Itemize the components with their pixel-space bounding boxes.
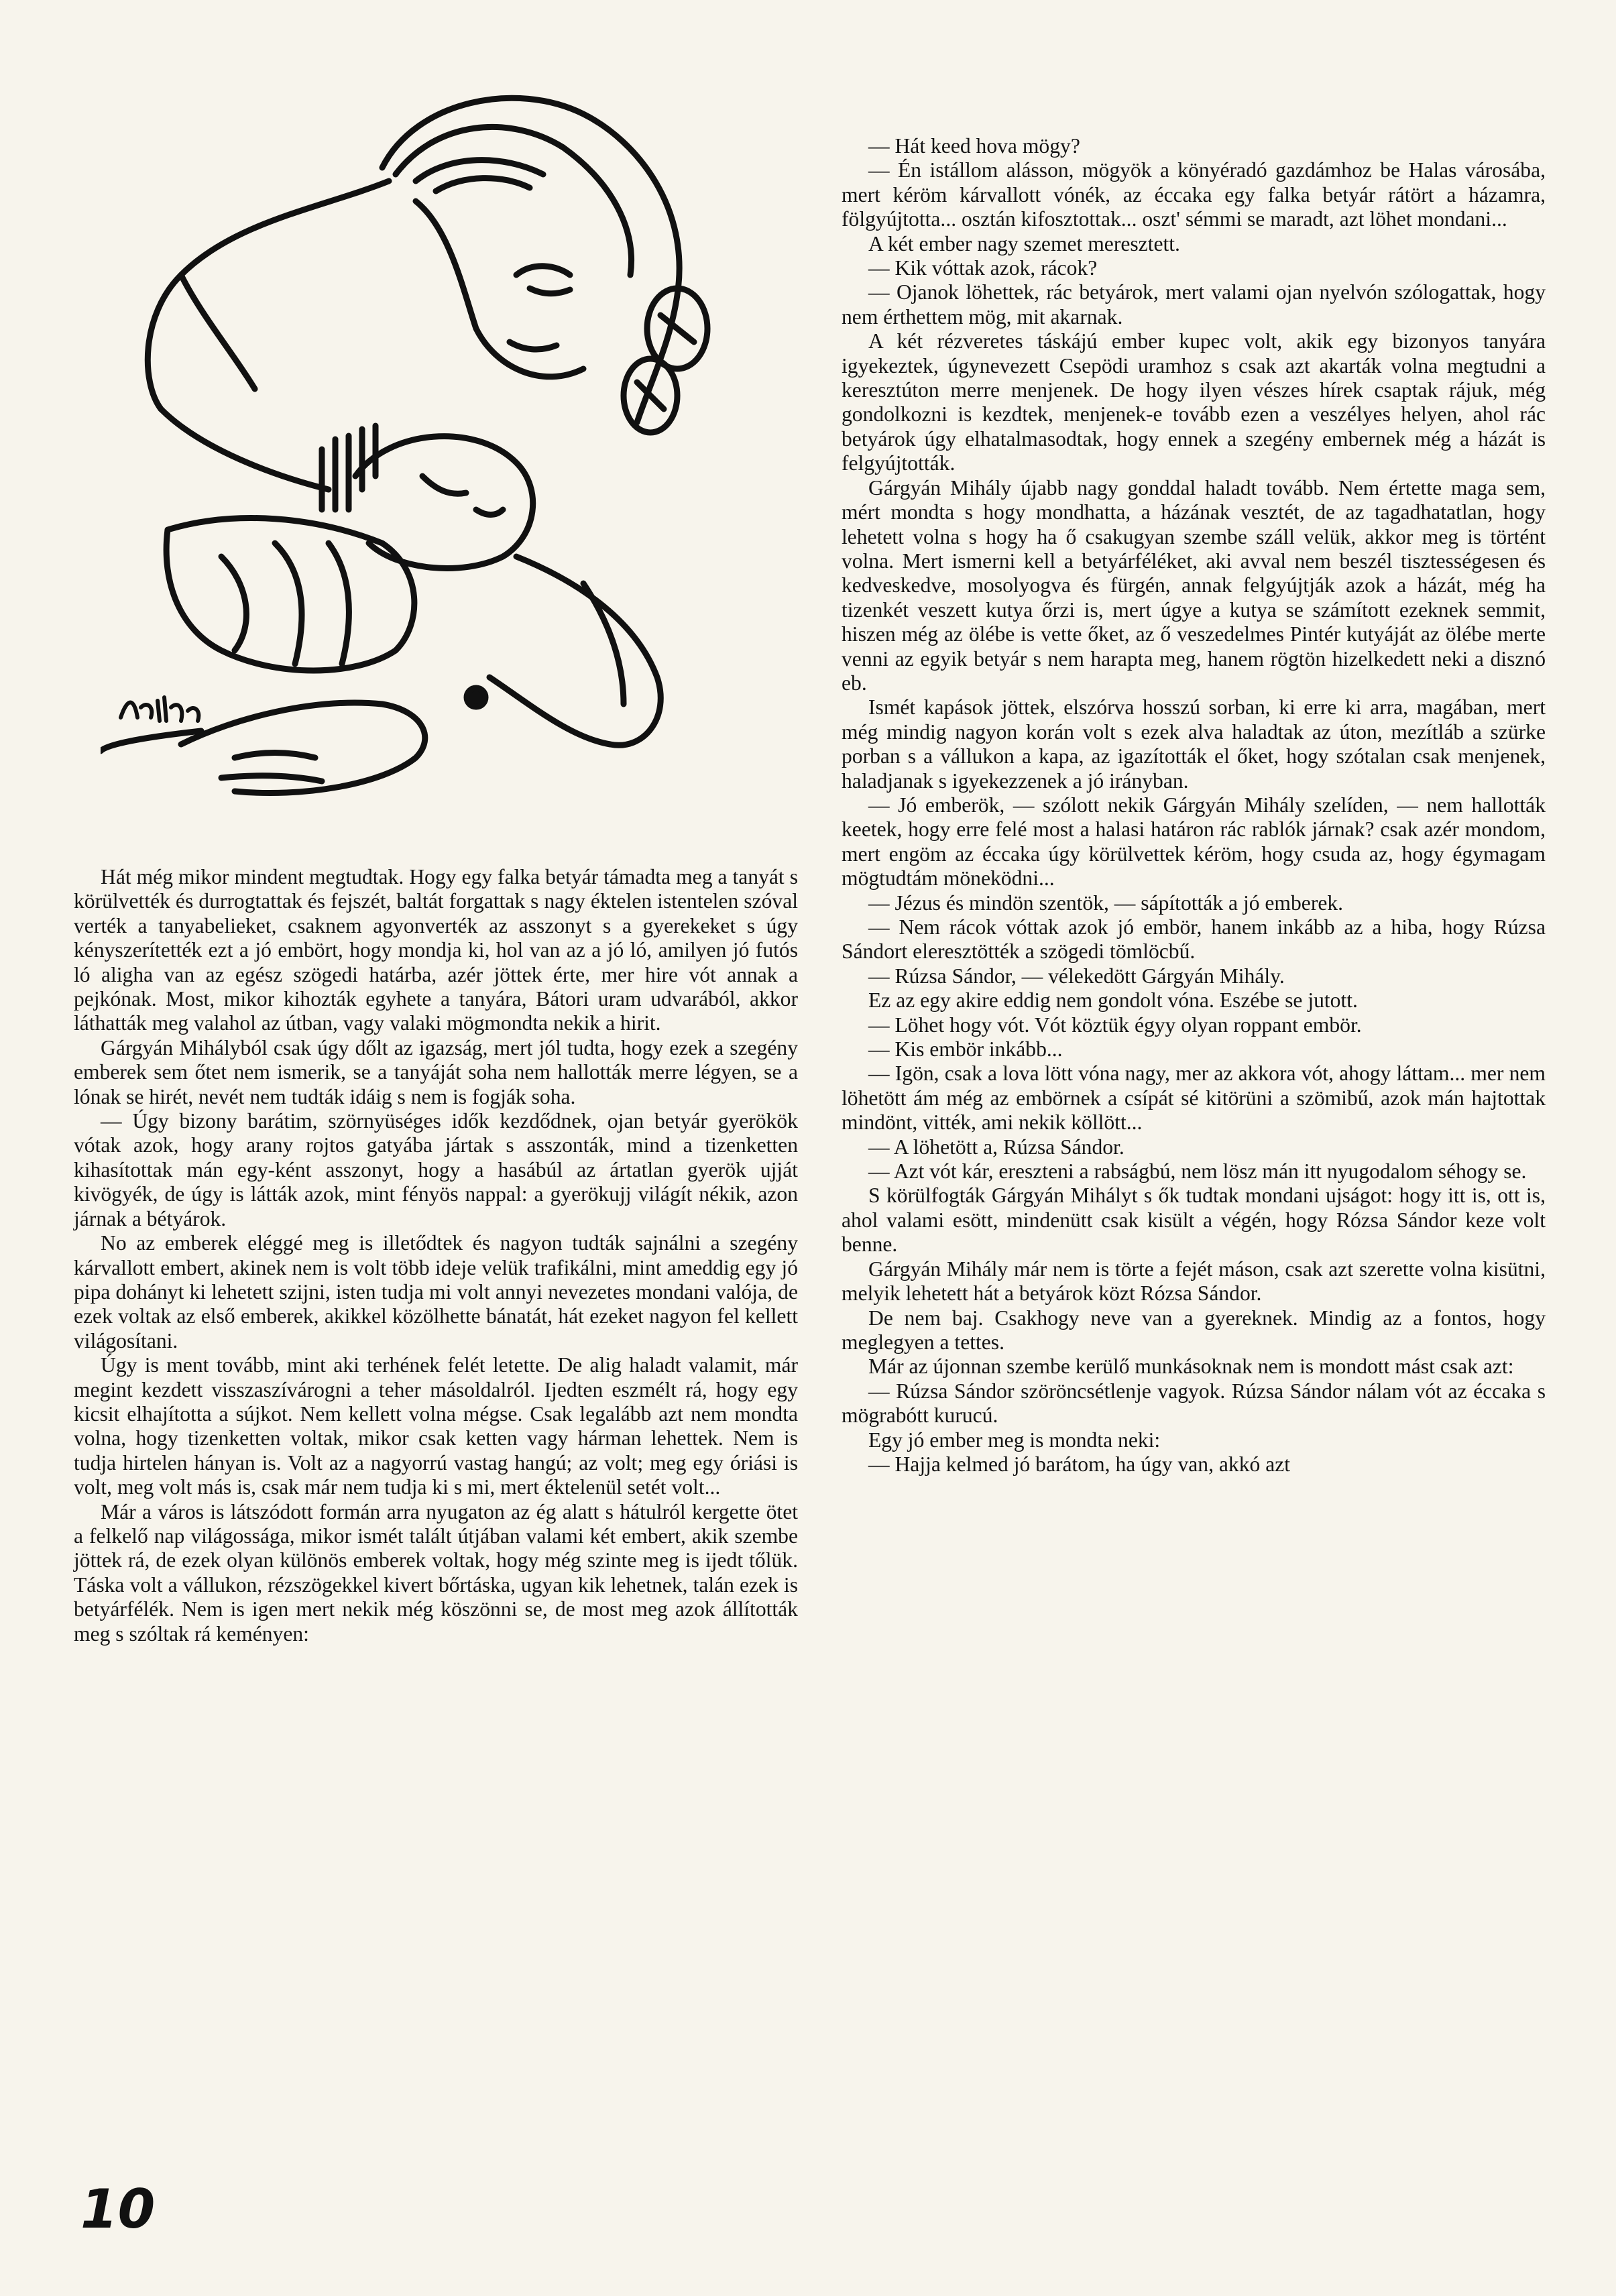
baby-head xyxy=(355,437,533,569)
paragraph: No az emberek eléggé meg is illetődtek és nagyon tudták sajnálni a szegény kárvallott embert, akinek nem is volt több ideje velük trafikálni, mint ameddig egy jó pipa dohányt ki lehetett szijni, isten tudja mi volt annyi nevezetes mondani valója, de ezek voltak az első emberek, akikkel közölhette bánatát, hát ezeket nagyon fel kellett világosítani. xyxy=(74,1231,798,1353)
paragraph: Ez az egy akire eddig nem gondolt vóna. Eszébe se jutott. xyxy=(868,988,1358,1013)
paragraph: Gárgyán Mihályból csak úgy dőlt az igazság, mert jól tudta, hogy ezek a szegény emberek sem őtet nem ismerik, se a tanyáját soha nem hallották merre légyen, se a lónak se hirét, nevét nem tudták idáig s nem is fogják soha. xyxy=(74,1035,798,1108)
paragraph: — Hajja kelmed jó barátom, ha úgy van, akkó azt xyxy=(868,1452,1291,1476)
mother-face-outline xyxy=(416,201,583,377)
paragraph: Gárgyán Mihály már nem is törte a fejét máson, csak azt szerette volna kisütni, melyik lehetett hát a betyárok közt Rózsa Sándor. xyxy=(842,1257,1546,1306)
paragraph: — Hát keed hova mögy? xyxy=(868,134,1080,158)
paragraph: S körülfogták Gárgyán Mihályt s ők tudtak mondani ujságot: hogy itt is, ott is, ahol valami esött, mindenütt csak kisült a végén, hogy Rózsa Sándor keze volt benne. xyxy=(842,1184,1546,1257)
paragraph: De nem baj. Csakhogy neve van a gyereknek. Mindig az a fontos, hogy meglegyen a tettes. xyxy=(842,1306,1546,1354)
paragraph: Úgy is ment tovább, mint aki terhének felét letette. De alig haladt valamit, már megint kezdett visszaszívárogni a teher másoldalról. Ijedten eszmélt rá, hogy egy kicsit elhajította a sújkot. Nem kellett volna mégse. Csak legalább azt nem mondta volna, hogy tizenketten voltak, mikor csak ketten vagy hárman lehettek. Nem is tudja hirtelen hányan is. Volt az a nagyorrú vastag hangú; az volt; meg egy óriási is volt, meg volt más is, csak már nem tudja ki s mi, mert éktelenül setét volt... xyxy=(74,1353,798,1499)
paragraph: — A löhetött a, Rúzsa Sándor. xyxy=(868,1135,1124,1159)
paragraph: — Én istállom alásson, mögyök a könyéradó gazdámhoz be Halas városába, mert kéröm kárvallott vónék, az éccaka egy falka betyár rátört a házamra, fölgyújtotta... osztán kifosztottak... oszt' sémmi se maradt, azt löhet mondani... xyxy=(842,158,1546,231)
paragraph: A két ember nagy szemet meresztett. xyxy=(868,231,1180,255)
paragraph: — Azt vót kár, ereszteni a rabságbú, nem lösz mán itt nyugodalom séhogy se. xyxy=(868,1159,1527,1184)
paragraph: Egy jó ember meg is mondta neki: xyxy=(868,1428,1161,1452)
page-number: 10 xyxy=(80,2178,156,2240)
mother-and-baby-illustration xyxy=(101,74,811,845)
paragraph: Gárgyán Mihály újabb nagy gonddal haladt tovább. Nem értette maga sem, mért mondta s hogy mondhatta, a házának vesztét, de az tagadhatatlan, hogy lehetett volna s hogy ha ő csakugyan szembe száll velük, akkor meg is történt volna. Mert ismerni kell a betyárféléket, aki avval nem beszél tisztességesen és kedveskedve, mosolyogva és fürgén, annak felgyújtják azok a házát, még ha tizenkét veszett kutya őrzi is, mert úgye a kutya se számított ezeknek semmit, hiszen még az ölébe is vette őket, az ő veszedelmes Pintér kutyáját az ölébe merte venni az egyik betyár s nem harapta meg, hanem rögtön hizelkedett neki a disznó eb. xyxy=(842,475,1546,695)
paragraph: — Ojanok löhettek, rác betyárok, mert valami ojan nyelvón szólogattak, hogy nem érthettem mög, mit akarnak. xyxy=(842,280,1546,329)
right-text-column xyxy=(842,134,1546,1477)
paragraph: — Rúzsa Sándor szöröncsétlenje vagyok. Rúzsa Sándor nálam vót az éccaka s mögrabótt kurucú. xyxy=(842,1379,1546,1428)
paragraph: Hát még mikor mindent megtudtak. Hogy egy falka betyár támadta meg a tanyát s körülvették és durrogtattak és fejszét, baltát forgattak s nagy éktelen istentelen szóval verték a tanyabelieket, csaknem agyonverték az asszonyt s a gyerekeket s úgy kényszerítették ezt a jó embört, hogy mondja ki, hol van az a jó ló, amilyen jó futós ló aligha van az egész szögedi határba, azér jöttek érte, mer hire vót annak a pejkónak. Most, mikor kihozták egyhete a tanyára, Bátori uram udvarából, akkor láthatták meg valahol az útban, vagy valaki mögmondta nekik a hirit. xyxy=(74,865,798,1035)
paragraph: — Jó emberök, — szólott nekik Gárgyán Mihály szelíden, — nem hallották keetek, hogy erre felé most a halasi határon rác rablók járnak? csak azér mondom, mert engöm az éccaka úgy körülvettek kéröm, hogy csuda az, hogy égymagam mögtudtám möneködni... xyxy=(842,793,1546,891)
paragraph: Már az újonnan szembe kerülő munkásoknak nem is mondott mást csak azt: xyxy=(868,1355,1514,1379)
mother-arm xyxy=(489,557,660,745)
paragraph: — Nem rácok vóttak azok jó embör, hanem inkább az a hiba, hogy Rúzsa Sándort eleresztötték a szögedi tömlöcbű. xyxy=(842,915,1546,964)
paragraph: — Kis embör inkább... xyxy=(868,1037,1063,1061)
paragraph: — Igön, csak a lova lött vóna nagy, mer az akkora vót, ahogy láttam... mer nem löhetött ám még az embörnek a csípát sé kitörüni a szömibű, azok mán hajtottak mindönt, vitték, ami nekik köllött... xyxy=(842,1061,1546,1135)
paragraph: — Rúzsa Sándor, — vélekedött Gárgyán Mihály. xyxy=(868,964,1285,988)
paragraph: A két rézveretes táskájú ember kupec volt, akik egy bizonyos tanyára igyekeztek, úgynevezett Csepödi uramhoz s csak azt akarták volna megtudni a keresztúton merre menjenek. De hogy ilyen vészes hírek csaptak rájuk, még gondolkozni is kezdtek, menjenek-e tovább ezen a veszélyes helyen, ahol rác betyárok úgy elhatalmasodtak, hogy ennek a szegény embernek még a házát is felgyújtották. xyxy=(842,329,1546,475)
blanket xyxy=(166,518,414,671)
paragraph: — Löhet hogy vót. Vót köztük égyy olyan roppant embör. xyxy=(868,1013,1362,1037)
paragraph: Már a város is látszódott formán arra nyugaton az ég alatt s hátulról kergette ötet a felkelő nap világossága, mikor ismét talált útjában valami két embert, akik szembe jöttek rá, de ezek olyan különös emberek voltak, hogy még szinte meg is ijedt tőlük. Táska volt a vállukon, rézszögekkel kivert bőrtáska, ugyan kik lehetnek, talán ezek is betyárfélék. Nem is igen mert nekik még köszönni se, de most meg azok állították meg s szóltak rá keményen: xyxy=(74,1499,798,1646)
paragraph: — Kik vóttak azok, rácok? xyxy=(868,256,1098,280)
paragraph: Ismét kapások jöttek, elszórva hosszú sorban, ki erre ki arra, magában, mert még mindig nagyon korán volt s ezek alva haladtak az úton, mezítláb a szürke porban s a vállukon a kapa, az igazították el őket, hogy szótalan csak menjenek, haladjanak s igyekezzenek a jó irányban. xyxy=(842,695,1546,793)
paragraph: — Úgy bizony barátim, szörnyüséges idők kezdődnek, ojan betyár gyerökök vótak azok, hogy arany rojtos gatyába jártak s asszonták, mind a tizenketten kihasítottak mán egy-ként asszonyt, hogy a hasábúl az ártatlan gyerök ujját kivögyék, de úgy is látták azok, mint fényös nappal: a gyerökujj világít nékik, azon járnak a bétyárok. xyxy=(74,1109,798,1230)
artist-signature xyxy=(121,697,198,721)
left-text-column xyxy=(74,865,798,1646)
mother-sleeve xyxy=(148,181,389,409)
paragraph: — Jézus és mindön szentök, — sápították a jó emberek. xyxy=(868,891,1344,915)
